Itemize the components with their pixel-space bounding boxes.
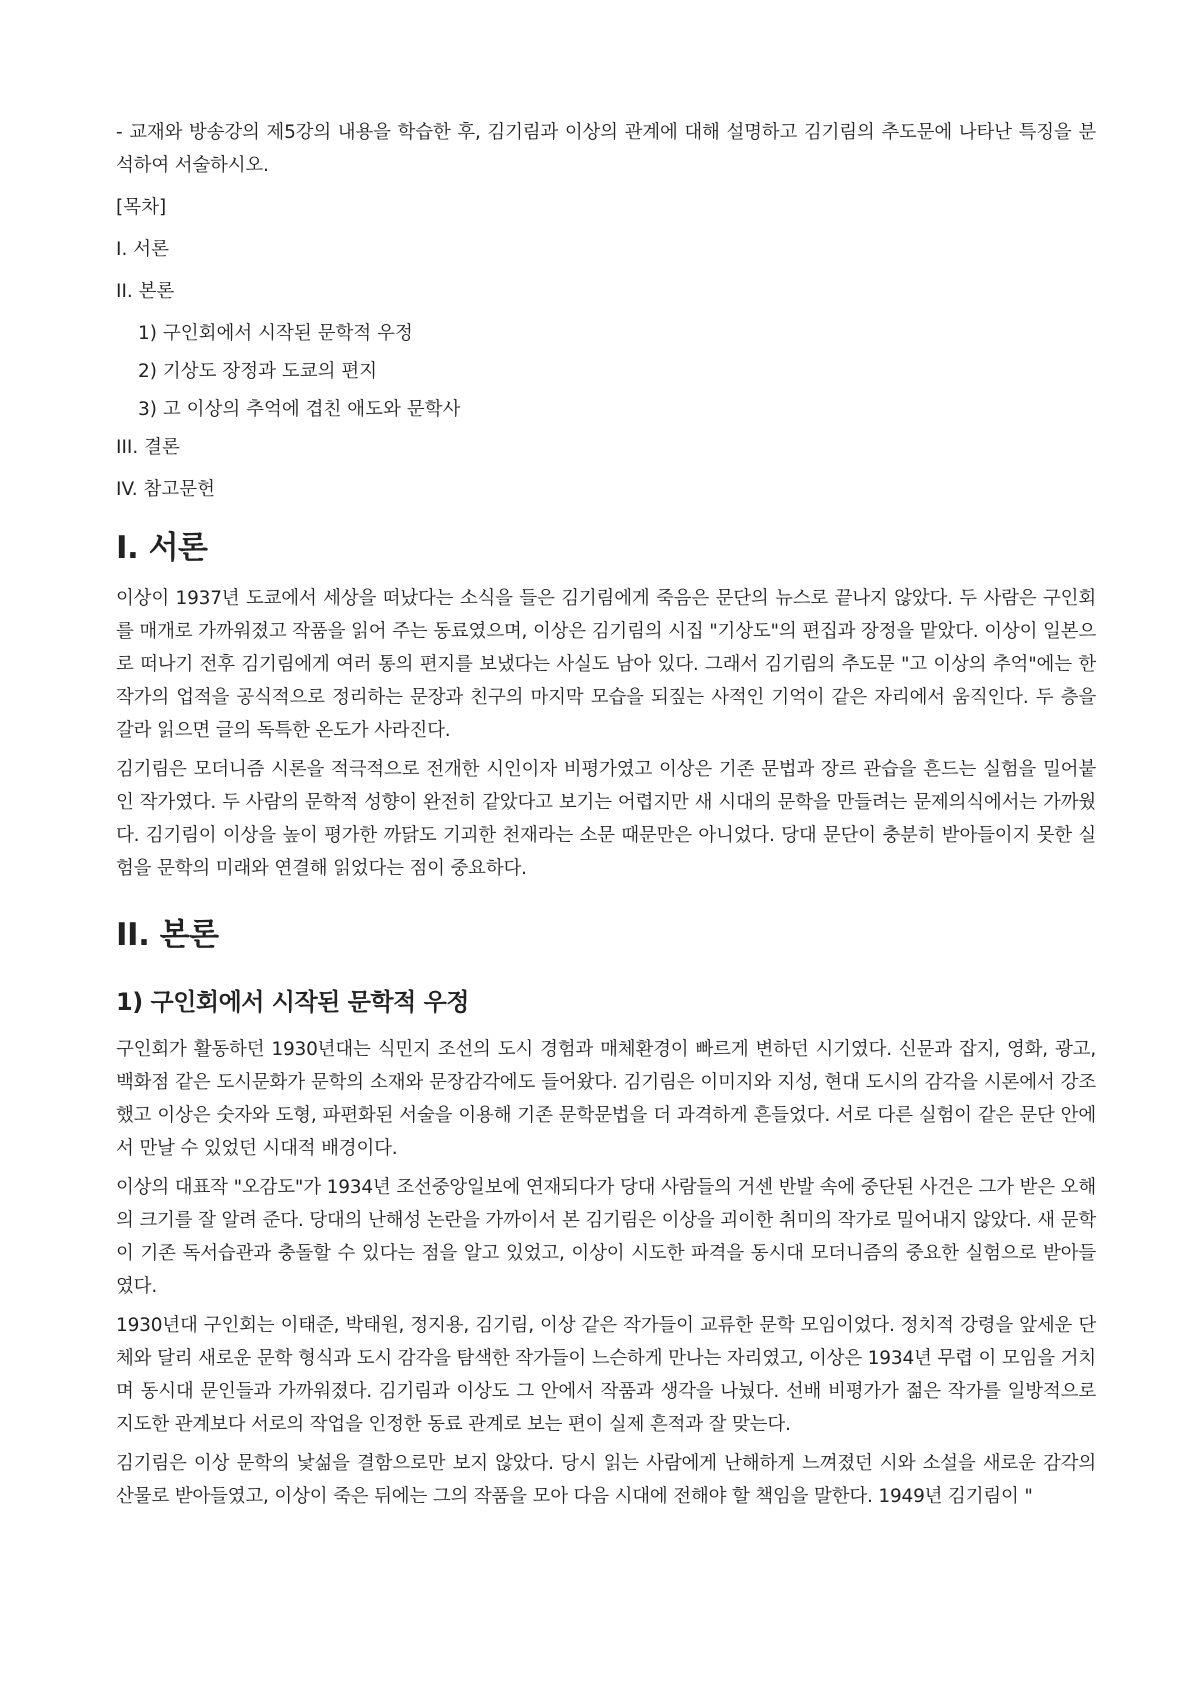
toc-item: IV. 참고문헌 — [116, 479, 215, 500]
toc-subitem: 1) 구인회에서 시작된 문학적 우정 — [138, 323, 413, 344]
table-of-contents — [116, 194, 1096, 504]
subsection-title: 1) 구인회에서 시작된 문학적 우정 — [116, 988, 469, 1016]
toc-item: II. 본론 — [116, 281, 175, 302]
section-title-body: II. 본론 — [116, 917, 219, 953]
body-paragraph: 김기림은 이상 문학의 낯섦을 결함으로만 보지 않았다. 당시 읽는 사람에게 난해하게 느껴졌던 시와 소설을 새로운 감각의 산물로 받아들였고, 이상이 죽은 뒤에는 그의 작품을 모아 다음 시대에 전해야 할 책임을 말한다. 1949년 김기림이 " — [116, 1453, 1096, 1507]
section-title-intro: I. 서론 — [116, 530, 208, 566]
toc-item: I. 서론 — [116, 239, 169, 260]
toc-heading: [목차] — [116, 197, 167, 218]
assignment-prompt: - 교재와 방송강의 제5강의 내용을 학습한 후, 김기림과 이상의 관계에 대해 설명하고 김기림의 추도문에 나타난 특징을 분석하여 서술하시오. — [116, 122, 1096, 176]
body-paragraph: 이상이 1937년 도쿄에서 세상을 떠났다는 소식을 들은 김기림에게 죽음은 문단의 뉴스로 끝나지 않았다. 두 사람은 구인회를 매개로 가까워졌고 작품을 읽어 주는 동료였으며, 이상은 김기림의 시집 "기상도"의 편집과 장정을 맡았다. 이상이 일본으로 떠나기 전후 김기림에게 여러 통의 편지를 보냈다는 사실도 남아 있다. 그래서 김기림의 추도문 "고 이상의 추억"에는 한 작가의 업적을 공식적으로 정리하는 문장과 친구의 마지막 모습을 되짚는 사적인 기억이 같은 자리에서 움직인다. 두 층을 갈라 읽으면 글의 독특한 온도가 사라진다. — [116, 588, 1096, 741]
toc-item: III. 결론 — [116, 437, 180, 458]
toc-subitem: 2) 기상도 장정과 도쿄의 편지 — [138, 361, 378, 382]
body-paragraph: 이상의 대표작 "오감도"가 1934년 조선중앙일보에 연재되다가 당대 사람들의 거센 반발 속에 중단된 사건은 그가 받은 오해의 크기를 잘 알려 준다. 당대의 난해성 논란을 가까이서 본 김기림은 이상을 괴이한 취미의 작가로 밀어내지 않았다. 새 문학이 기존 독서습관과 충돌할 수 있다는 점을 알고 있었고, 이상이 시도한 파격을 동시대 모더니즘의 중요한 실험으로 받아들였다. — [116, 1177, 1096, 1297]
body-paragraph: 구인회가 활동하던 1930년대는 식민지 조선의 도시 경험과 매체환경이 빠르게 변하던 시기였다. 신문과 잡지, 영화, 광고, 백화점 같은 도시문화가 문학의 소재와 문장감각에도 들어왔다. 김기림은 이미지와 지성, 현대 도시의 감각을 시론에서 강조했고 이상은 숫자와 도형, 파편화된 서술을 이용해 기존 문학문법을 더 과격하게 흔들었다. 서로 다른 실험이 같은 문단 안에서 만날 수 있었던 시대적 배경이다. — [116, 1039, 1096, 1159]
body-paragraph: 1930년대 구인회는 이태준, 박태원, 정지용, 김기림, 이상 같은 작가들이 교류한 문학 모임이었다. 정치적 강령을 앞세운 단체와 달리 새로운 문학 형식과 도시 감각을 탐색한 작가들이 느슨하게 만나는 자리였고, 이상은 1934년 무렵 이 모임을 거치며 동시대 문인들과 가까워졌다. 김기림과 이상도 그 안에서 작품과 생각을 나눴다. 선배 비평가가 젊은 작가를 일방적으로 지도한 관계보다 서로의 작업을 인정한 동료 관계로 보는 편이 실제 흔적과 잘 맞는다. — [116, 1315, 1096, 1435]
body-paragraph: 김기림은 모더니즘 시론을 적극적으로 전개한 시인이자 비평가였고 이상은 기존 문법과 장르 관습을 흔드는 실험을 밀어붙인 작가였다. 두 사람의 문학적 성향이 완전히 같았다고 보기는 어렵지만 새 시대의 문학을 만들려는 문제의식에서는 가까웠다. 김기림이 이상을 높이 평가한 까닭도 기괴한 천재라는 소문 때문만은 아니었다. 당대 문단이 충분히 받아들이지 못한 실험을 문학의 미래와 연결해 읽었다는 점이 중요하다. — [116, 759, 1096, 879]
toc-subitem: 3) 고 이상의 추억에 겹친 애도와 문학사 — [138, 399, 461, 420]
